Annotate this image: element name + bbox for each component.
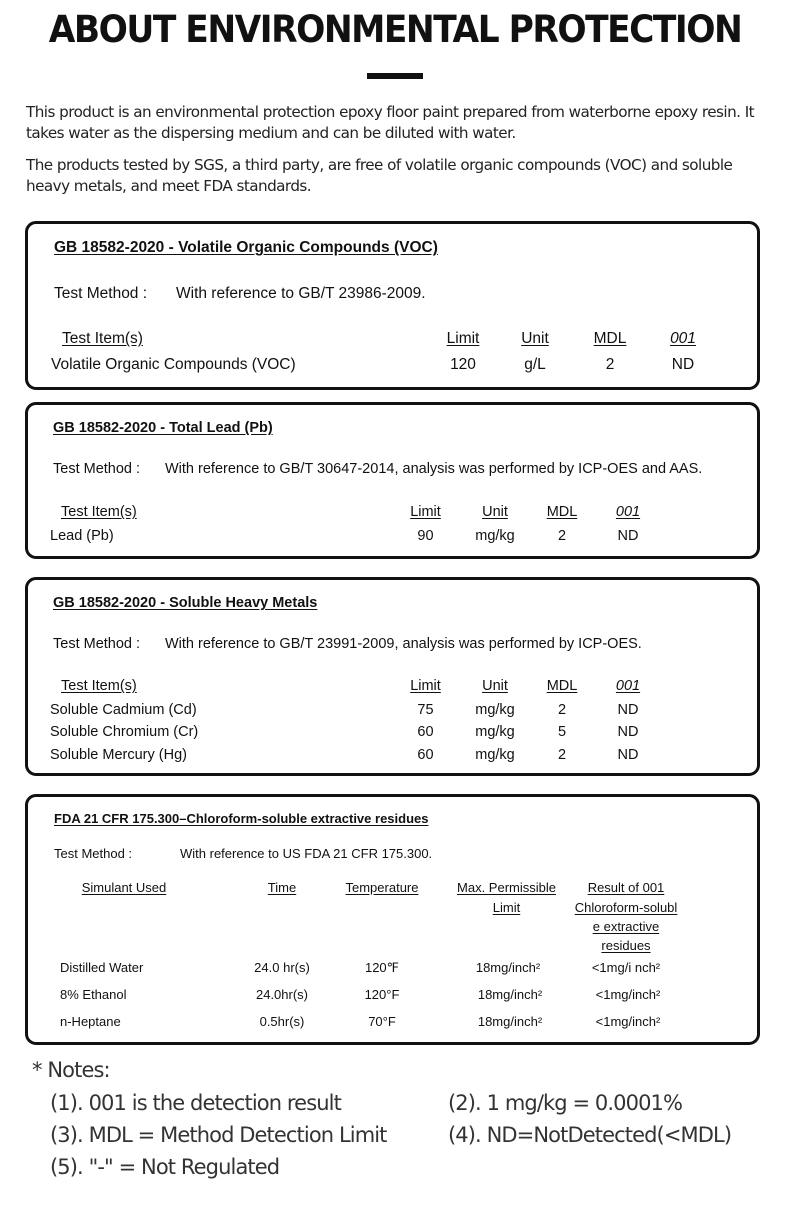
column-header-result-line-3: e extractive [592, 919, 660, 934]
column-header-result-line-4: residues [601, 938, 651, 953]
column-header-time: Time [267, 880, 297, 895]
note-item-2: (2). 1 mg/kg = 0.0001% [448, 1091, 683, 1115]
note-item-1: (1). 001 is the detection result [50, 1091, 341, 1115]
column-header-mdl: MDL [593, 330, 627, 347]
test-method-label: Test Method : [53, 636, 141, 652]
cell-mdl: 5 [557, 724, 567, 740]
column-header-unit: Unit [482, 678, 508, 694]
section-heading: FDA 21 CFR 175.300–Chloroform-soluble extractive residues [54, 811, 429, 826]
cell-max-limit: 18mg/inch² [475, 960, 541, 975]
cell-result: ND [617, 528, 639, 544]
note-item-5: (5). "-" = Not Regulated [50, 1155, 280, 1179]
note-item-3: (3). MDL = Method Detection Limit [50, 1123, 387, 1147]
intro-text-1: This product is an environmental protection epoxy floor paint prepared from waterborne epoxy resin. It takes water as the dispersing medium and can be diluted with water. [26, 103, 755, 142]
cell-unit: mg/kg [475, 747, 515, 763]
test-method-label: Test Method : [53, 461, 141, 477]
cell-result: <1mg/inch² [595, 987, 661, 1002]
cell-unit: g/L [524, 356, 546, 373]
column-header-result-line-2: Chloroform-solubl [574, 900, 678, 915]
cell-unit: mg/kg [475, 528, 515, 544]
cell-test-item: Lead (Pb) [50, 528, 114, 544]
cell-limit: 75 [417, 702, 434, 718]
cell-result: <1mg/i nch² [591, 960, 661, 975]
notes-heading: * Notes: [32, 1058, 110, 1082]
cell-test-item: Volatile Organic Compounds (VOC) [51, 356, 296, 373]
cell-mdl: 2 [557, 747, 567, 763]
column-header-unit: Unit [482, 504, 508, 520]
column-header-result-line-1: Result of 001 [587, 880, 665, 895]
test-method-label: Test Method : [54, 285, 148, 302]
cell-limit: 120 [450, 356, 476, 373]
column-header-limit: Limit [410, 678, 441, 694]
voc-test-panel [25, 221, 760, 390]
cell-time: 24.0hr(s) [255, 987, 309, 1002]
column-header-sample-001: 001 [615, 504, 641, 520]
cell-result: ND [617, 702, 639, 718]
column-header-unit: Unit [521, 330, 549, 347]
cell-time: 24.0 hr(s) [254, 960, 310, 975]
heavy-metals-test-panel [25, 577, 760, 776]
cell-temperature: 70°F [368, 1014, 396, 1029]
column-header-limit: Limit [446, 330, 480, 347]
cell-mdl: 2 [605, 356, 615, 373]
column-header-max-limit-line-1: Max. Permissible [457, 880, 556, 895]
cell-result: ND [617, 724, 639, 740]
column-header-temperature: Temperature [345, 880, 419, 895]
cell-test-item: Soluble Chromium (Cr) [50, 724, 199, 740]
test-method-text: With reference to GB/T 30647-2014, analysis was performed by ICP-OES and AAS. [165, 461, 703, 477]
section-heading: GB 18582-2020 - Total Lead (Pb) [53, 420, 273, 436]
cell-result: ND [671, 356, 695, 373]
cell-mdl: 2 [557, 528, 567, 544]
cell-test-item: Soluble Mercury (Hg) [50, 747, 187, 763]
cell-temperature: 120°F [364, 987, 400, 1002]
section-heading: GB 18582-2020 - Volatile Organic Compounds (VOC) [54, 239, 438, 256]
column-header-sample-001: 001 [615, 678, 641, 694]
cell-unit: mg/kg [475, 724, 515, 740]
intro-text-2: The products tested by SGS, a third party, are free of volatile organic compounds (VOC) and soluble heavy metals, and meet FDA standards. [26, 156, 733, 195]
cell-simulant: n-Heptane [60, 1014, 121, 1029]
cell-unit: mg/kg [475, 702, 515, 718]
test-method-text: With reference to GB/T 23986-2009. [176, 285, 426, 302]
intro-paragraph-2 [26, 155, 776, 197]
test-method-label: Test Method : [54, 846, 133, 861]
column-header-sample-001: 001 [670, 330, 696, 347]
column-header-test-item: Test Item(s) [61, 504, 137, 520]
cell-result: ND [617, 747, 639, 763]
note-item-4: (4). ND=NotDetected(<MDL) [448, 1123, 732, 1147]
cell-simulant: 8% Ethanol [60, 987, 127, 1002]
cell-max-limit: 18mg/inch² [477, 1014, 543, 1029]
section-heading: GB 18582-2020 - Soluble Heavy Metals [53, 595, 318, 611]
cell-temperature: 120℉ [364, 960, 400, 975]
column-header-simulant: Simulant Used [81, 880, 167, 895]
cell-limit: 60 [417, 724, 434, 740]
lead-test-panel [25, 402, 760, 559]
column-header-test-item: Test Item(s) [62, 330, 143, 347]
cell-test-item: Soluble Cadmium (Cd) [50, 702, 197, 718]
cell-mdl: 2 [557, 702, 567, 718]
cell-result: <1mg/inch² [595, 1014, 661, 1029]
column-header-mdl: MDL [546, 504, 578, 520]
page-title: ABOUT ENVIRONMENTAL PROTECTION [48, 8, 742, 51]
cell-limit: 60 [417, 747, 434, 763]
intro-paragraph-1 [26, 102, 776, 144]
fda-test-panel [25, 794, 760, 1045]
column-header-test-item: Test Item(s) [61, 678, 137, 694]
column-header-mdl: MDL [546, 678, 578, 694]
cell-simulant: Distilled Water [60, 960, 144, 975]
cell-time: 0.5hr(s) [259, 1014, 305, 1029]
cell-limit: 90 [417, 528, 434, 544]
cell-max-limit: 18mg/inch² [477, 987, 543, 1002]
column-header-limit: Limit [410, 504, 441, 520]
column-header-max-limit-line-2: Limit [492, 900, 521, 915]
test-method-text: With reference to US FDA 21 CFR 175.300. [180, 846, 433, 861]
title-divider [367, 73, 423, 79]
test-method-text: With reference to GB/T 23991-2009, analysis was performed by ICP-OES. [165, 636, 642, 652]
